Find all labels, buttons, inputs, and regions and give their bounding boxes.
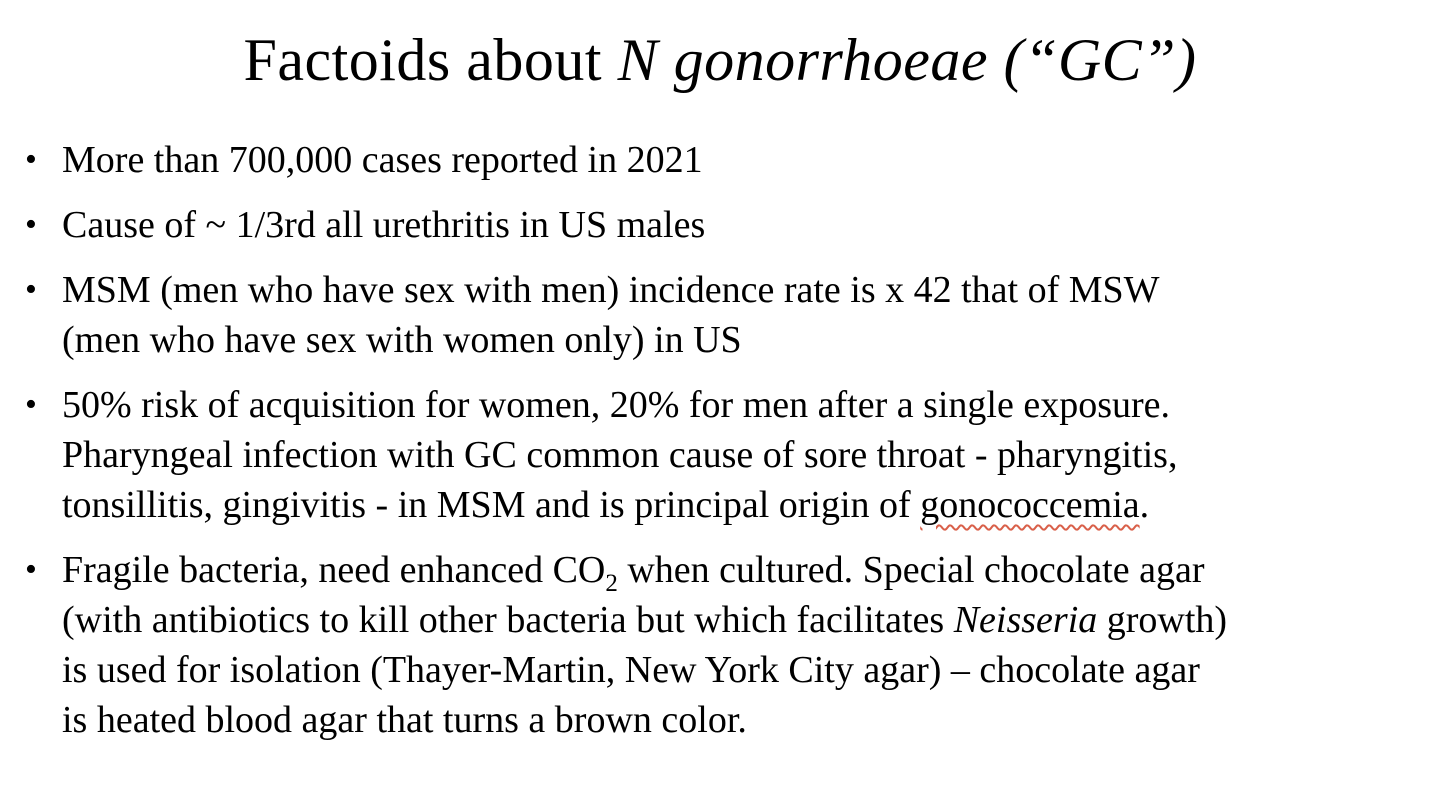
bullet-item: [25, 545, 1440, 745]
bullet-marker-icon: •: [25, 386, 37, 423]
bullet-line: [62, 480, 1440, 530]
bullet-text: [62, 380, 1440, 530]
bullet-segment: is heated blood agar that turns a brown color.: [62, 699, 747, 741]
bullet-segment: (with antibiotics to kill other bacteria but which facilitates: [62, 599, 954, 641]
bullet-line: [62, 265, 1440, 315]
bullet-segment: .: [1139, 484, 1150, 526]
bullet-marker-icon: •: [25, 206, 37, 243]
bullet-item: [25, 265, 1440, 365]
bullet-item: [25, 380, 1440, 530]
bullet-line: [62, 380, 1440, 430]
bullet-segment: Cause of ~ 1/3rd all urethritis in US males: [62, 204, 706, 246]
bullet-segment: MSM (men who have sex with men) incidence rate is x 42 that of MSW: [62, 269, 1160, 311]
bullet-text: [62, 265, 1440, 365]
bullet-segment: Pharyngeal infection with GC common cause of sore throat - pharyngitis,: [62, 434, 1178, 476]
bullet-segment: Neisseria: [953, 599, 1098, 641]
title-segment: Factoids about: [243, 27, 618, 93]
bullet-line: [62, 135, 1440, 185]
bullet-text: [62, 200, 1440, 250]
bullet-segment: gonococcemia: [920, 484, 1140, 526]
bullet-item: [25, 135, 1440, 185]
bullet-line: [62, 200, 1440, 250]
bullet-segment: (men who have sex with women only) in US: [62, 319, 742, 361]
bullet-list: [0, 135, 1440, 745]
bullet-marker-icon: •: [25, 551, 37, 588]
bullet-segment: 2: [605, 570, 618, 597]
bullet-segment: tonsillitis, gingivitis - in MSM and is principal origin of: [62, 484, 921, 526]
slide-title: [0, 0, 1440, 95]
bullet-text: [62, 135, 1440, 185]
bullet-text: [62, 545, 1440, 745]
bullet-segment: 50% risk of acquisition for women, 20% for men after a single exposure.: [62, 384, 1171, 426]
bullet-segment: when cultured. Special chocolate agar: [617, 549, 1205, 591]
bullet-marker-icon: •: [25, 141, 37, 178]
bullet-segment: is used for isolation (Thayer-Martin, New York City agar) – chocolate agar: [62, 649, 1200, 691]
bullet-item: [25, 200, 1440, 250]
bullet-line: [62, 695, 1440, 745]
bullet-segment: More than 700,000 cases reported in 2021: [62, 139, 703, 181]
bullet-marker-icon: •: [25, 271, 37, 308]
bullet-segment: Fragile bacteria, need enhanced CO: [62, 549, 606, 591]
bullet-segment: growth): [1097, 599, 1228, 641]
bullet-line: [62, 315, 1440, 365]
bullet-line: [62, 430, 1440, 480]
bullet-line: [62, 645, 1440, 695]
title-segment: N gonorrhoeae (“GC”): [617, 27, 1197, 93]
bullet-line: [62, 545, 1440, 595]
bullet-line: [62, 595, 1440, 645]
